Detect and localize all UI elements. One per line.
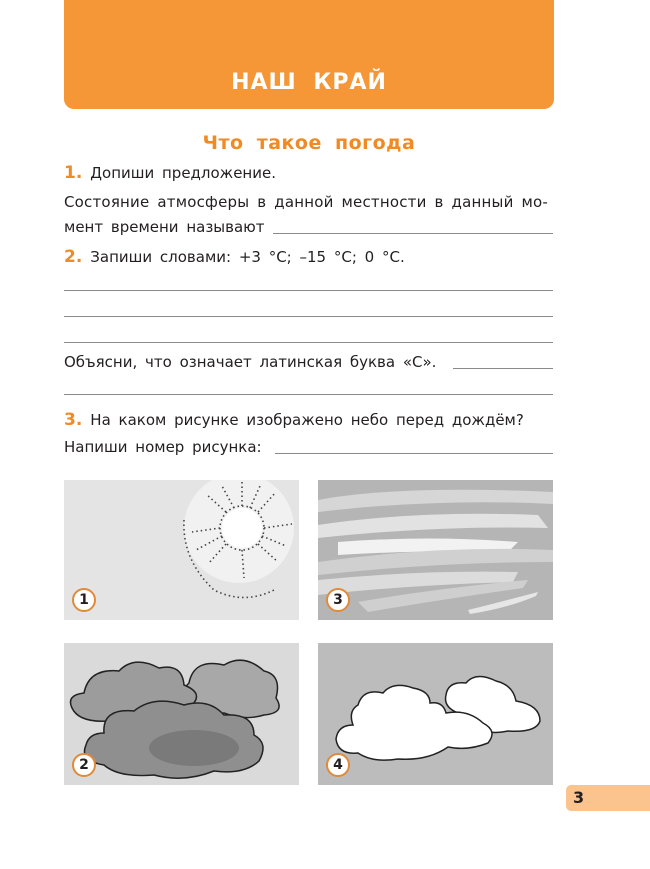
task2-explain-answer-line-2[interactable] [64, 394, 553, 395]
task3-prompt: На каком рисунке изображено небо перед дождём? [90, 411, 524, 429]
picture-2-rain-clouds [64, 643, 299, 785]
cumulus-clouds-illustration [318, 643, 553, 785]
picture-2-number: 2 [72, 753, 96, 777]
page-number-tab [566, 785, 650, 811]
task2-heading [64, 247, 405, 267]
task3-heading [64, 410, 524, 430]
task1-heading [64, 163, 276, 183]
task3-number: 3. [64, 410, 83, 430]
section-title: Что такое погода [202, 132, 416, 154]
task1-prompt: Допиши предложение. [90, 164, 276, 182]
picture-1-number: 1 [72, 588, 96, 612]
task1-number: 1. [64, 163, 83, 183]
picture-4-cumulus-clouds [318, 643, 553, 785]
task2-number: 2. [64, 247, 83, 267]
task1-answer-line[interactable] [273, 233, 553, 234]
page-number: 3 [573, 788, 585, 807]
task3-answer-line[interactable] [275, 453, 553, 454]
task2-answer-line-3[interactable] [64, 342, 553, 343]
task2-explain: Объясни, что означает латинская буква «С». [64, 353, 437, 371]
picture-4-number: 4 [326, 753, 350, 777]
task2-explain-answer-line[interactable] [453, 368, 553, 369]
chapter-header [64, 0, 554, 109]
picture-3-streaky-clouds [318, 480, 553, 620]
task2-answer-line-2[interactable] [64, 316, 553, 317]
rain-clouds-illustration [64, 643, 299, 785]
task1-sentence-line2: мент времени называют [64, 218, 265, 236]
picture-3-number: 3 [326, 588, 350, 612]
streaky-clouds-illustration [318, 480, 553, 620]
task1-sentence-line1: Состояние атмосферы в данной местности в данный мо- [64, 193, 548, 211]
chapter-title: НАШ КРАЙ [231, 70, 387, 95]
sun-illustration [64, 480, 299, 620]
task2-answer-line-1[interactable] [64, 290, 553, 291]
picture-1-sun [64, 480, 299, 620]
task2-prompt: Запиши словами: +3 °С; –15 °С; 0 °С. [90, 248, 405, 266]
task3-answer-label: Напиши номер рисунка: [64, 438, 262, 456]
